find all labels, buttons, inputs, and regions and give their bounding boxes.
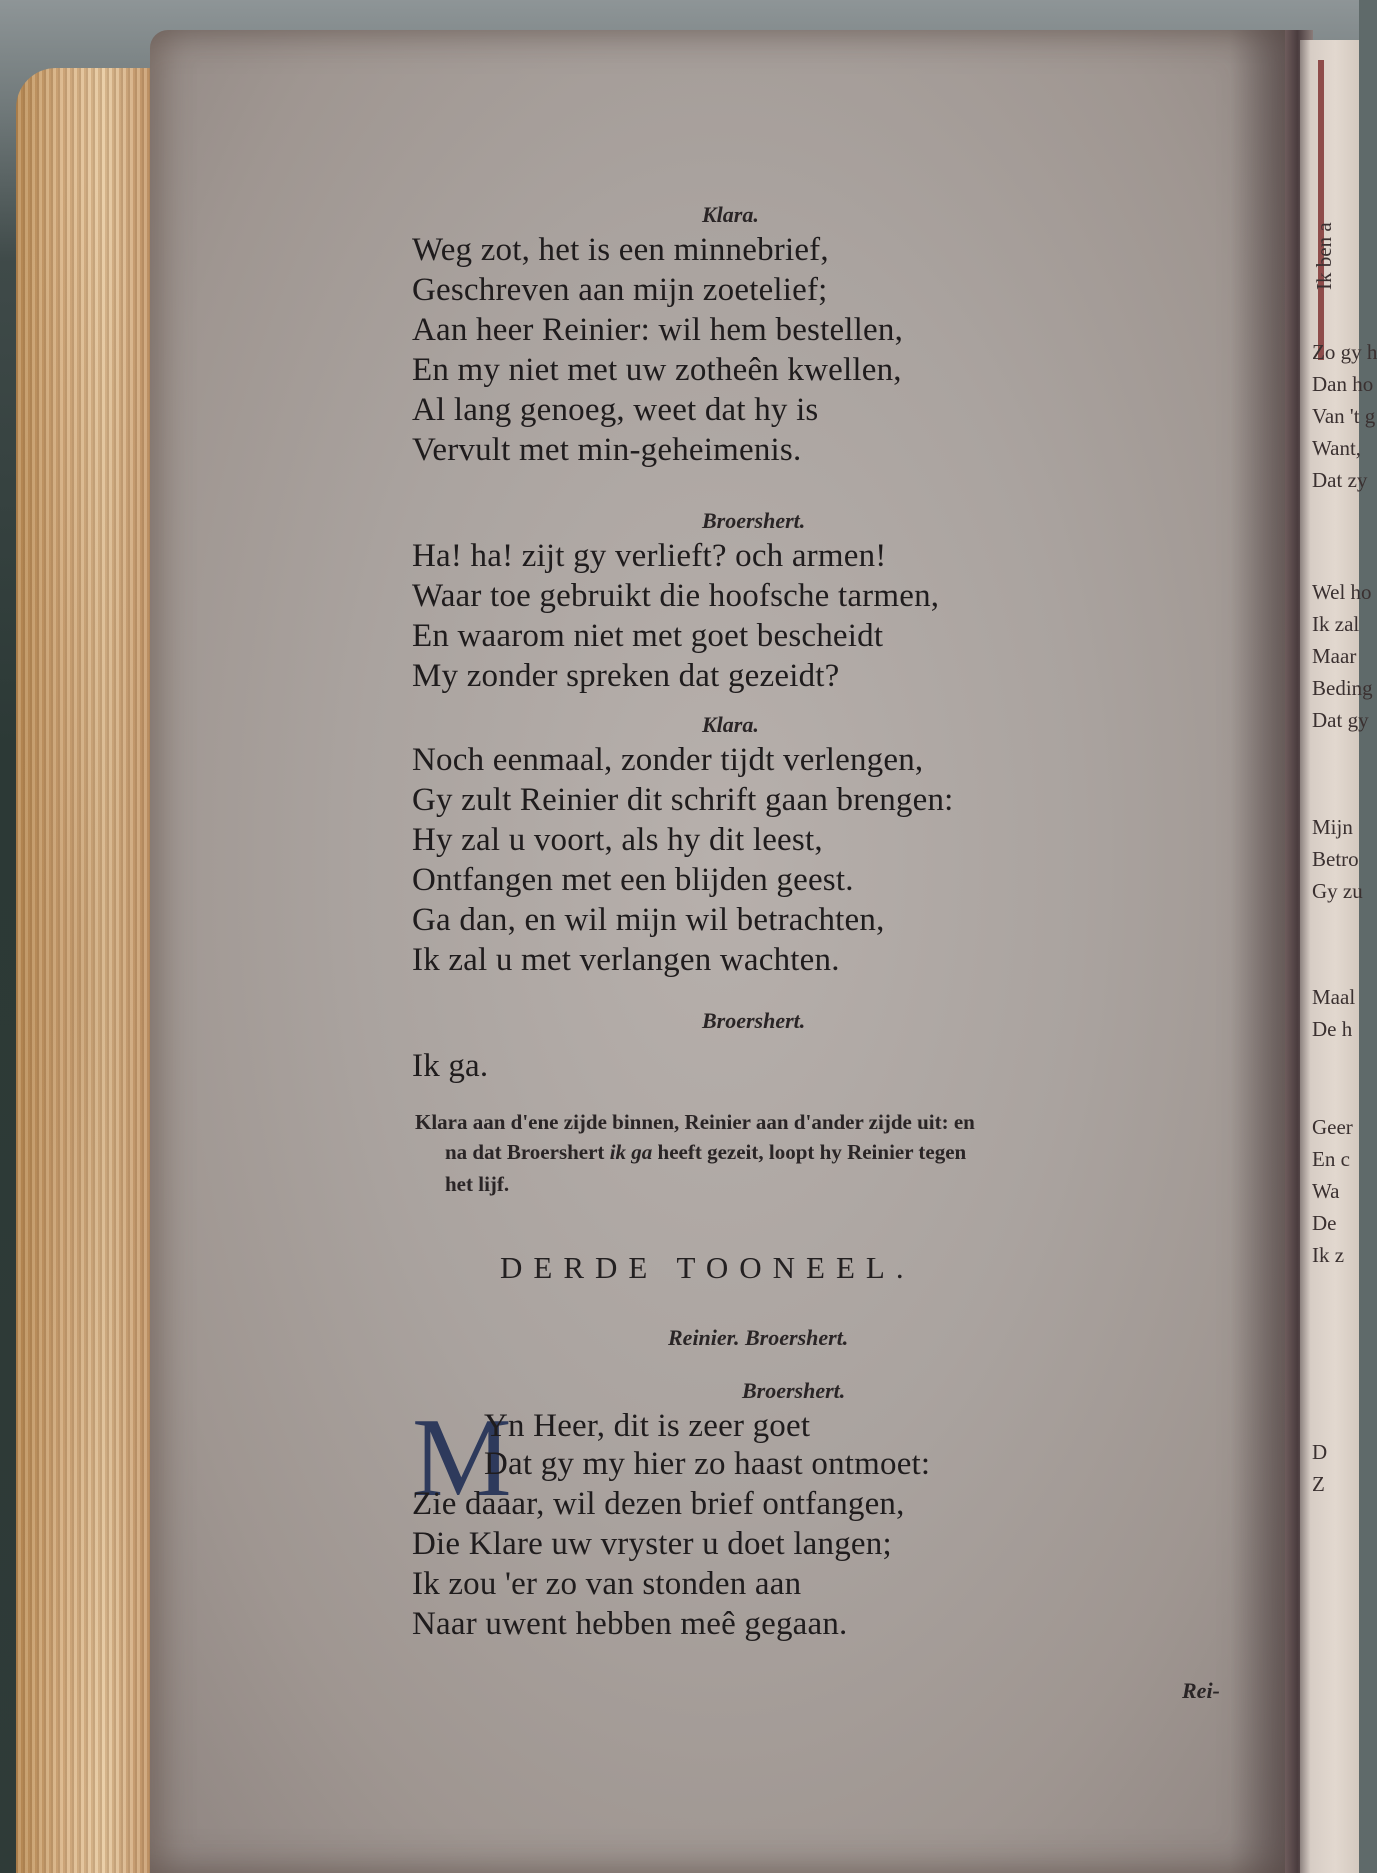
verse-line: En waarom niet met goet bescheidt xyxy=(412,618,884,654)
stage-direction: Klara aan d'ene zijde binnen, Reinier aan d'ander zijde uit: en xyxy=(415,1110,975,1134)
facing-page-text: Wa xyxy=(1312,1179,1340,1203)
verse-line: En my niet met uw zotheên kwellen, xyxy=(412,352,902,388)
facing-page-text: Zo gy h xyxy=(1312,340,1377,364)
verse-line: Vervult met min-geheimenis. xyxy=(412,432,802,468)
speaker-label: Broershert. xyxy=(702,508,806,533)
facing-page-text: En c xyxy=(1312,1147,1350,1171)
facing-page-text: Dat gy xyxy=(1312,708,1369,732)
facing-page xyxy=(1300,40,1362,1873)
verse-line: Waar toe gebruikt die hoofsche tarmen, xyxy=(412,578,940,614)
verse-line: Ha! ha! zijt gy verlieft? och armen! xyxy=(412,538,887,574)
verse-line: Hy zal u voort, als hy dit leest, xyxy=(412,822,823,858)
stage-direction-text: na dat Broershert xyxy=(445,1140,605,1164)
stage-direction xyxy=(445,1140,966,1165)
facing-page-text: Betro xyxy=(1312,847,1359,871)
stage-direction-text: heeft gezeit, loopt hy Reinier tegen xyxy=(657,1140,967,1164)
verse-line: Gy zult Reinier dit schrift gaan brengen: xyxy=(412,782,954,818)
verse-line: Geschreven aan mijn zoetelief; xyxy=(412,272,828,308)
facing-page-text: Ik z xyxy=(1312,1243,1345,1267)
verse-line: Aan heer Reinier: wil hem bestellen, xyxy=(412,312,904,348)
speaker-label: Reinier. Broershert. xyxy=(668,1325,849,1350)
speaker-label: Klara. xyxy=(702,712,759,737)
drop-capital: M xyxy=(412,1396,512,1520)
scene-title: DERDE TOONEEL. xyxy=(500,1250,915,1285)
facing-page-text: Maar xyxy=(1312,644,1357,668)
verse-line: Yn Heer, dit is zeer goet xyxy=(484,1408,811,1444)
facing-page-text: Ik ben a xyxy=(1312,222,1336,290)
verse-line: Naar uwent hebben meê gegaan. xyxy=(412,1606,848,1642)
verse-line: Noch eenmaal, zonder tijdt verlengen, xyxy=(412,742,924,778)
facing-page-text: De xyxy=(1312,1211,1337,1235)
speaker-label: Klara. xyxy=(702,202,759,227)
verse-line: Die Klare uw vryster u doet langen; xyxy=(412,1526,892,1562)
facing-page-text: Gy zu xyxy=(1312,879,1363,903)
facing-page-text: Mijn xyxy=(1312,815,1353,839)
stage-direction-quote: ik ga xyxy=(609,1140,653,1164)
facing-page-text: Want, xyxy=(1312,436,1362,460)
verse-line: Ik zal u met verlangen wachten. xyxy=(412,942,840,978)
facing-page-text: Dat zy xyxy=(1312,468,1368,492)
catchword: Rei- xyxy=(1182,1678,1220,1703)
verse-line: My zonder spreken dat gezeidt? xyxy=(412,658,840,694)
speaker-label: Broershert. xyxy=(742,1378,846,1403)
facing-page-text: De h xyxy=(1312,1017,1353,1041)
speaker-label: Broershert. xyxy=(702,1008,806,1033)
facing-page-text: Geer xyxy=(1312,1115,1353,1139)
verse-line: Al lang genoeg, weet dat hy is xyxy=(412,392,819,428)
facing-page-text: D xyxy=(1312,1440,1328,1464)
facing-page-red-edge xyxy=(1318,60,1324,360)
facing-page-text: Maal xyxy=(1312,985,1356,1009)
verse-line: Zie daaar, wil dezen brief ontfangen, xyxy=(412,1486,905,1522)
verse-line: Ik ga. xyxy=(412,1048,489,1084)
verse-line: Weg zot, het is een minnebrief, xyxy=(412,232,829,268)
facing-page-text: Z xyxy=(1312,1472,1325,1496)
page-edge-stain xyxy=(20,160,170,1810)
facing-page-text: Ik zal xyxy=(1312,612,1360,636)
verse-line: Ontfangen met een blijden geest. xyxy=(412,862,854,898)
facing-page-text: Dan ho xyxy=(1312,372,1374,396)
verse-line: Ga dan, en wil mijn wil betrachten, xyxy=(412,902,885,938)
facing-page-text: Wel ho xyxy=(1312,580,1372,604)
stage-direction: het lijf. xyxy=(445,1172,510,1196)
verse-line: Ik zou 'er zo van stonden aan xyxy=(412,1566,802,1602)
facing-page-text: Beding xyxy=(1312,676,1373,700)
verse-line: Dat gy my hier zo haast ontmoet: xyxy=(484,1446,931,1482)
facing-page-text: Van 't g xyxy=(1312,404,1376,428)
